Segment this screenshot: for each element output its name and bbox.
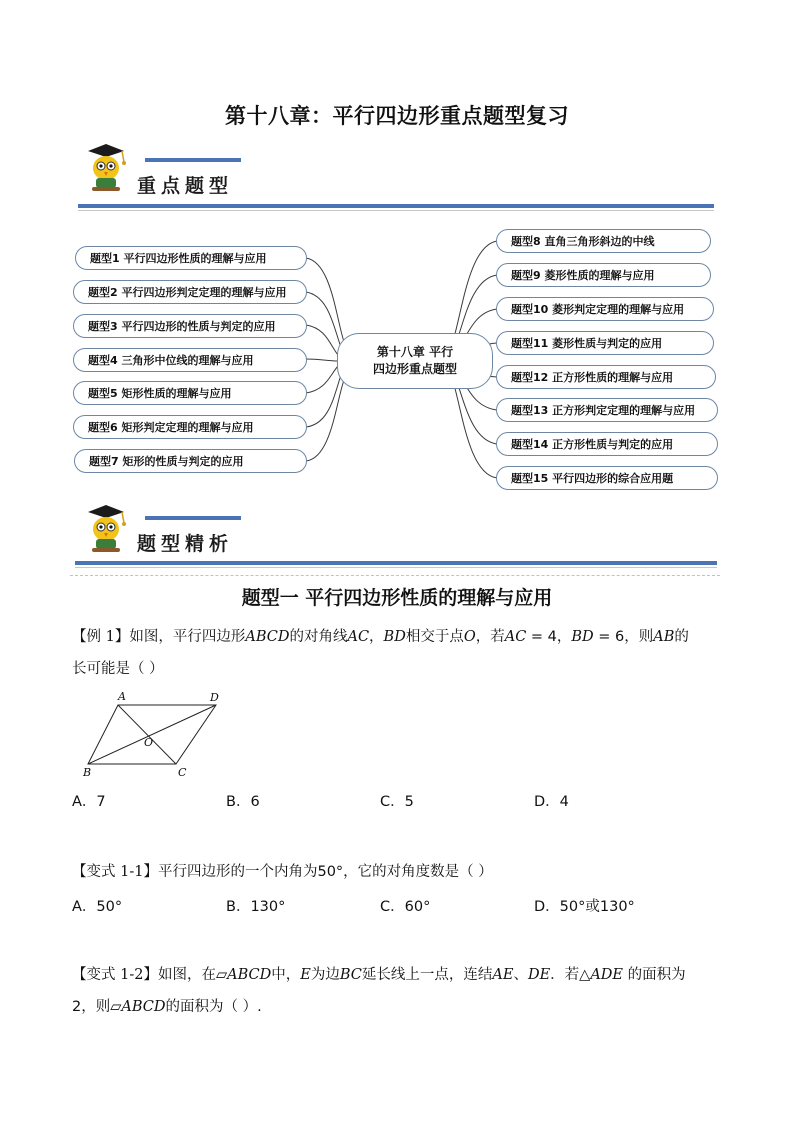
question-1-line1: 【例 1】如图，平行四边形ABCD的对角线AC，BD相交于点O，若AC = 4，BD = 6，则AB的 bbox=[72, 629, 689, 645]
question-3-line2: 2，则▱ABCD的面积为（ ）. bbox=[72, 999, 262, 1015]
parallelogram-figure bbox=[78, 688, 228, 780]
diagonal-bd bbox=[88, 705, 216, 764]
question-2-text: 【变式 1-1】平行四边形的一个内角为50°，它的对角度数是（ ） bbox=[72, 864, 493, 880]
question-1-text bbox=[72, 621, 732, 685]
mindmap-node-left: 题型5 矩形性质的理解与应用 bbox=[73, 381, 307, 405]
mindmap-node-right: 题型12 正方形性质的理解与应用 bbox=[496, 365, 716, 389]
diagonal-ac bbox=[118, 705, 176, 764]
option-d: D．50°或130° bbox=[534, 899, 635, 915]
option-c: C．5 bbox=[380, 794, 414, 810]
banner-heading: 重点题型 bbox=[137, 175, 234, 197]
option-a: A．50° bbox=[72, 899, 123, 915]
mindmap-node-left: 题型1 平行四边形性质的理解与应用 bbox=[75, 246, 307, 270]
option-c: C．60° bbox=[380, 899, 431, 915]
vertex-label-d: D bbox=[210, 691, 219, 704]
section-title: 题型一 平行四边形性质的理解与应用 bbox=[241, 587, 553, 609]
option-b: B．6 bbox=[226, 794, 260, 810]
mindmap-node-right: 题型8 直角三角形斜边的中线 bbox=[496, 229, 711, 253]
mindmap-node-left: 题型4 三角形中位线的理解与应用 bbox=[73, 348, 307, 372]
question-3-text bbox=[72, 959, 732, 1023]
mindmap-node-right: 题型11 菱形性质与判定的应用 bbox=[496, 331, 714, 355]
dashed-separator bbox=[70, 575, 720, 576]
mindmap-node-right: 题型13 正方形判定定理的理解与应用 bbox=[496, 398, 718, 422]
mindmap-center-node bbox=[337, 333, 493, 389]
question-2-tag: 【变式 1-1】 bbox=[72, 864, 158, 880]
option-b: B．130° bbox=[226, 899, 286, 915]
vertex-label-a: A bbox=[118, 690, 126, 703]
mindmap-node-right: 题型9 菱形性质的理解与应用 bbox=[496, 263, 711, 287]
banner-accent-bar bbox=[145, 516, 241, 520]
page-title: 第十八章：平行四边形重点题型复习 bbox=[225, 104, 569, 128]
question-1-line2: 长可能是（ ） bbox=[72, 661, 164, 677]
mascot-icon bbox=[84, 503, 130, 553]
mindmap-node-right: 题型14 正方形性质与判定的应用 bbox=[496, 432, 718, 456]
mindmap-node-left: 题型7 矩形的性质与判定的应用 bbox=[74, 449, 307, 473]
vertex-label-c: C bbox=[178, 766, 187, 779]
mindmap-node-right: 题型10 菱形判定定理的理解与应用 bbox=[496, 297, 714, 321]
banner-underline bbox=[75, 561, 717, 565]
banner-heading: 题型精析 bbox=[137, 533, 234, 555]
banner-divider bbox=[75, 567, 717, 568]
question-3-tag: 【变式 1-2】 bbox=[72, 967, 158, 983]
center-label-o: O bbox=[144, 736, 154, 749]
mindmap-center-line1: 第十八章 平行 bbox=[376, 345, 454, 359]
question-3-line1: 【变式 1-2】如图，在▱ABCD中，E为边BC延长线上一点，连结AE、DE．若△ADE 的面积为 bbox=[72, 967, 686, 983]
question-1-tag: 【例 1】 bbox=[72, 629, 130, 645]
mindmap-node-left: 题型2 平行四边形判定定理的理解与应用 bbox=[73, 280, 307, 304]
mindmap-node-right: 题型15 平行四边形的综合应用题 bbox=[496, 466, 718, 490]
option-d: D．4 bbox=[534, 794, 569, 810]
mindmap-center-line2: 四边形重点题型 bbox=[372, 362, 457, 376]
option-a: A．7 bbox=[72, 794, 106, 810]
mindmap-node-left: 题型6 矩形判定定理的理解与应用 bbox=[73, 415, 307, 439]
mindmap-node-left: 题型3 平行四边形的性质与判定的应用 bbox=[73, 314, 307, 338]
vertex-label-b: B bbox=[83, 766, 92, 779]
